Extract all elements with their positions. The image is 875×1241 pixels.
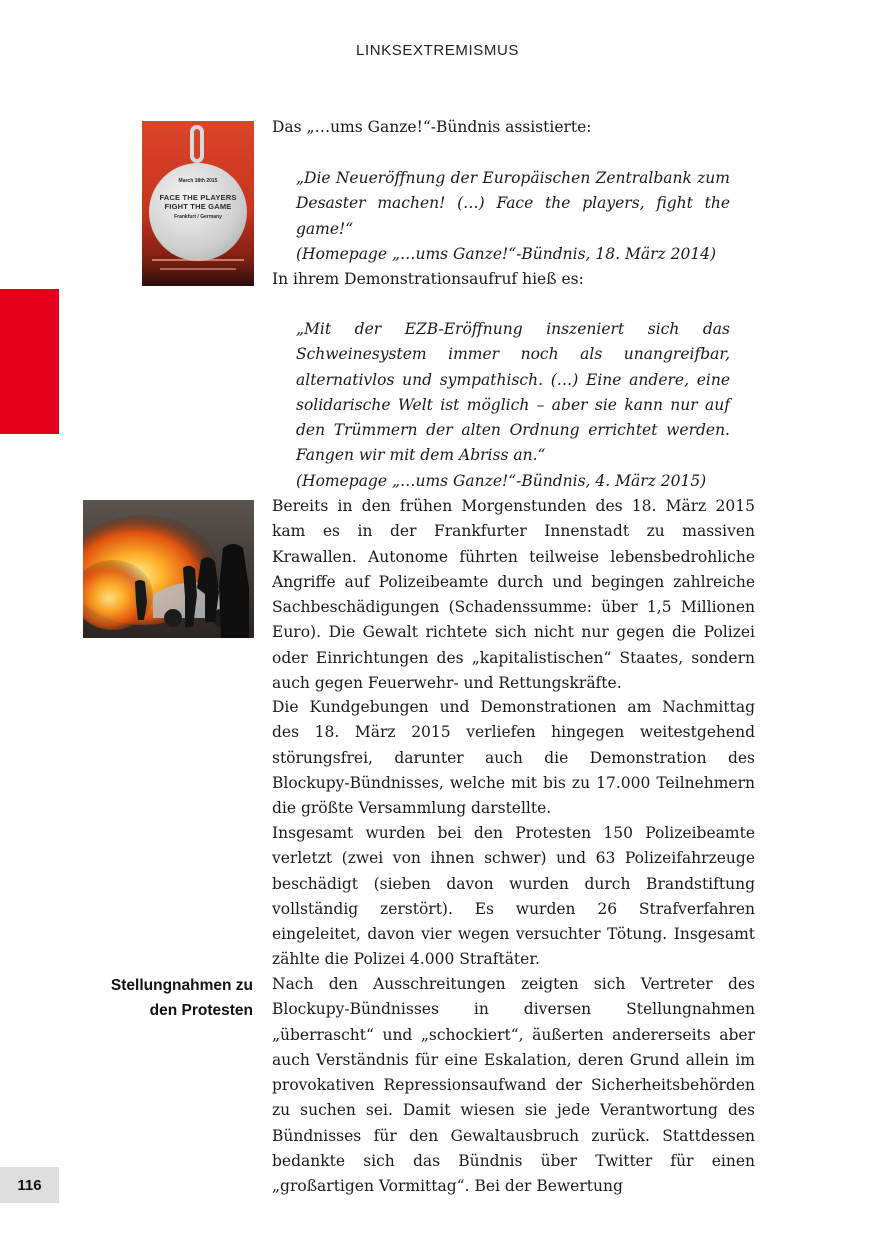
paragraph-statistics: Insgesamt wurden bei den Protesten 150 Polizeibeamte verletzt (zwei von ihnen schwer) und 63 Polizeifahrzeuge beschädigt (sieben davon wurden durch Brandstiftung vollständig zerstört). Es wurden 26 Strafverfahren eingeleitet, davon vier wegen versuchter Tötung. Insgesamt zählte die Polizei 4.000 Straftäter. <box>272 824 755 969</box>
poster-dateline: March 18th 2015 <box>178 178 218 184</box>
poster-title-line1: FACE THE PLAYERS <box>159 193 237 202</box>
quote-text: „Mit der EZB-Eröffnung inszeniert sich das Schweinesystem immer noch als unangreifbar, alternativlos und sympathisch. (…) Eine andere, eine solidarische Welt ist möglich – aber sie kann nur auf den Trümmern der alten Ordnung errichtet werden. Fangen wir mit dem Abriss an.“ <box>296 320 730 465</box>
burning-car-riot-photo <box>83 500 254 638</box>
protest-poster-image <box>142 121 254 286</box>
quote-source: (Homepage „…ums Ganze!“-Bündnis, 18. März 2014) <box>296 244 717 263</box>
paragraph-riots: Bereits in den frühen Morgenstunden des 18. März 2015 kam es in der Frankfurter Innenstadt zu massiven Krawallen. Autonome führten teilweise lebensbedrohliche Angriffe auf Polizeibeamte durch und begingen zahlreiche Sachbeschädigungen (Schadenssumme: über 1,5 Millionen Euro). Die Gewalt richtete sich nicht nur gegen die Polizei oder Einrichtungen des „kapitalistischen“ Staates, sondern auch gegen Feuerwehr- und Rettungskräfte. <box>272 497 755 693</box>
poster-title-line2: FIGHT THE GAME <box>164 202 232 211</box>
section-sidehead <box>60 973 253 1023</box>
running-header: LINKSEXTREMISMUS <box>356 42 519 59</box>
paragraph-statements: Nach den Ausschreitungen zeigten sich Vertreter des Blockupy-Bündnisses in diversen Stellungnahmen „überrascht“ und „schockiert“, äußerten andererseits aber auch Verständnis für eine Eskalation, deren Grund allein im provokativen Repressionsaufwand der Sicherheitsbehörden zu suchen sei. Damit wiesen sie jede Verantwortung des Bündnisses für den Gewaltausbruch zurück. Stattdessen bedankte sich das Bündnis über Twitter für einen „großartigen Vormittag“. Bei der Bewertung <box>272 975 755 1196</box>
quote-block-1 <box>296 166 730 267</box>
call-line: In ihrem Demonstrationsaufruf hieß es: <box>272 270 584 288</box>
quote-source: (Homepage „…ums Ganze!“-Bündnis, 4. März 2015) <box>296 471 707 490</box>
poster-fineprint <box>152 259 244 261</box>
paragraph-demonstrations: Die Kundgebungen und Demonstrationen am Nachmittag des 18. März 2015 verliefen hingegen weitestgehend störungsfrei, darunter auch die Demonstration des Blockupy-Bündnisses, welche mit bis zu 17.000 Teilnehmern die größte Versammlung darstellte. <box>272 698 755 818</box>
sidehead-line-1: Stellungnahmen zu <box>110 977 253 994</box>
quote-text: „Die Neueröffnung der Europäischen Zentralbank zum Desaster machen! (…) Face the players, fight the game!“ <box>296 169 730 238</box>
intro-line: Das „…ums Ganze!“-Bündnis assistierte: <box>272 118 592 136</box>
sidehead-line-2: den Protesten <box>149 1002 253 1019</box>
page-number: 116 <box>0 1167 59 1203</box>
poster-chain-link <box>190 125 204 163</box>
chapter-tab-marker <box>0 289 59 434</box>
poster-fineprint <box>160 268 236 270</box>
quote-block-2 <box>296 317 730 494</box>
poster-place: Frankfurt / Germany <box>174 214 222 220</box>
